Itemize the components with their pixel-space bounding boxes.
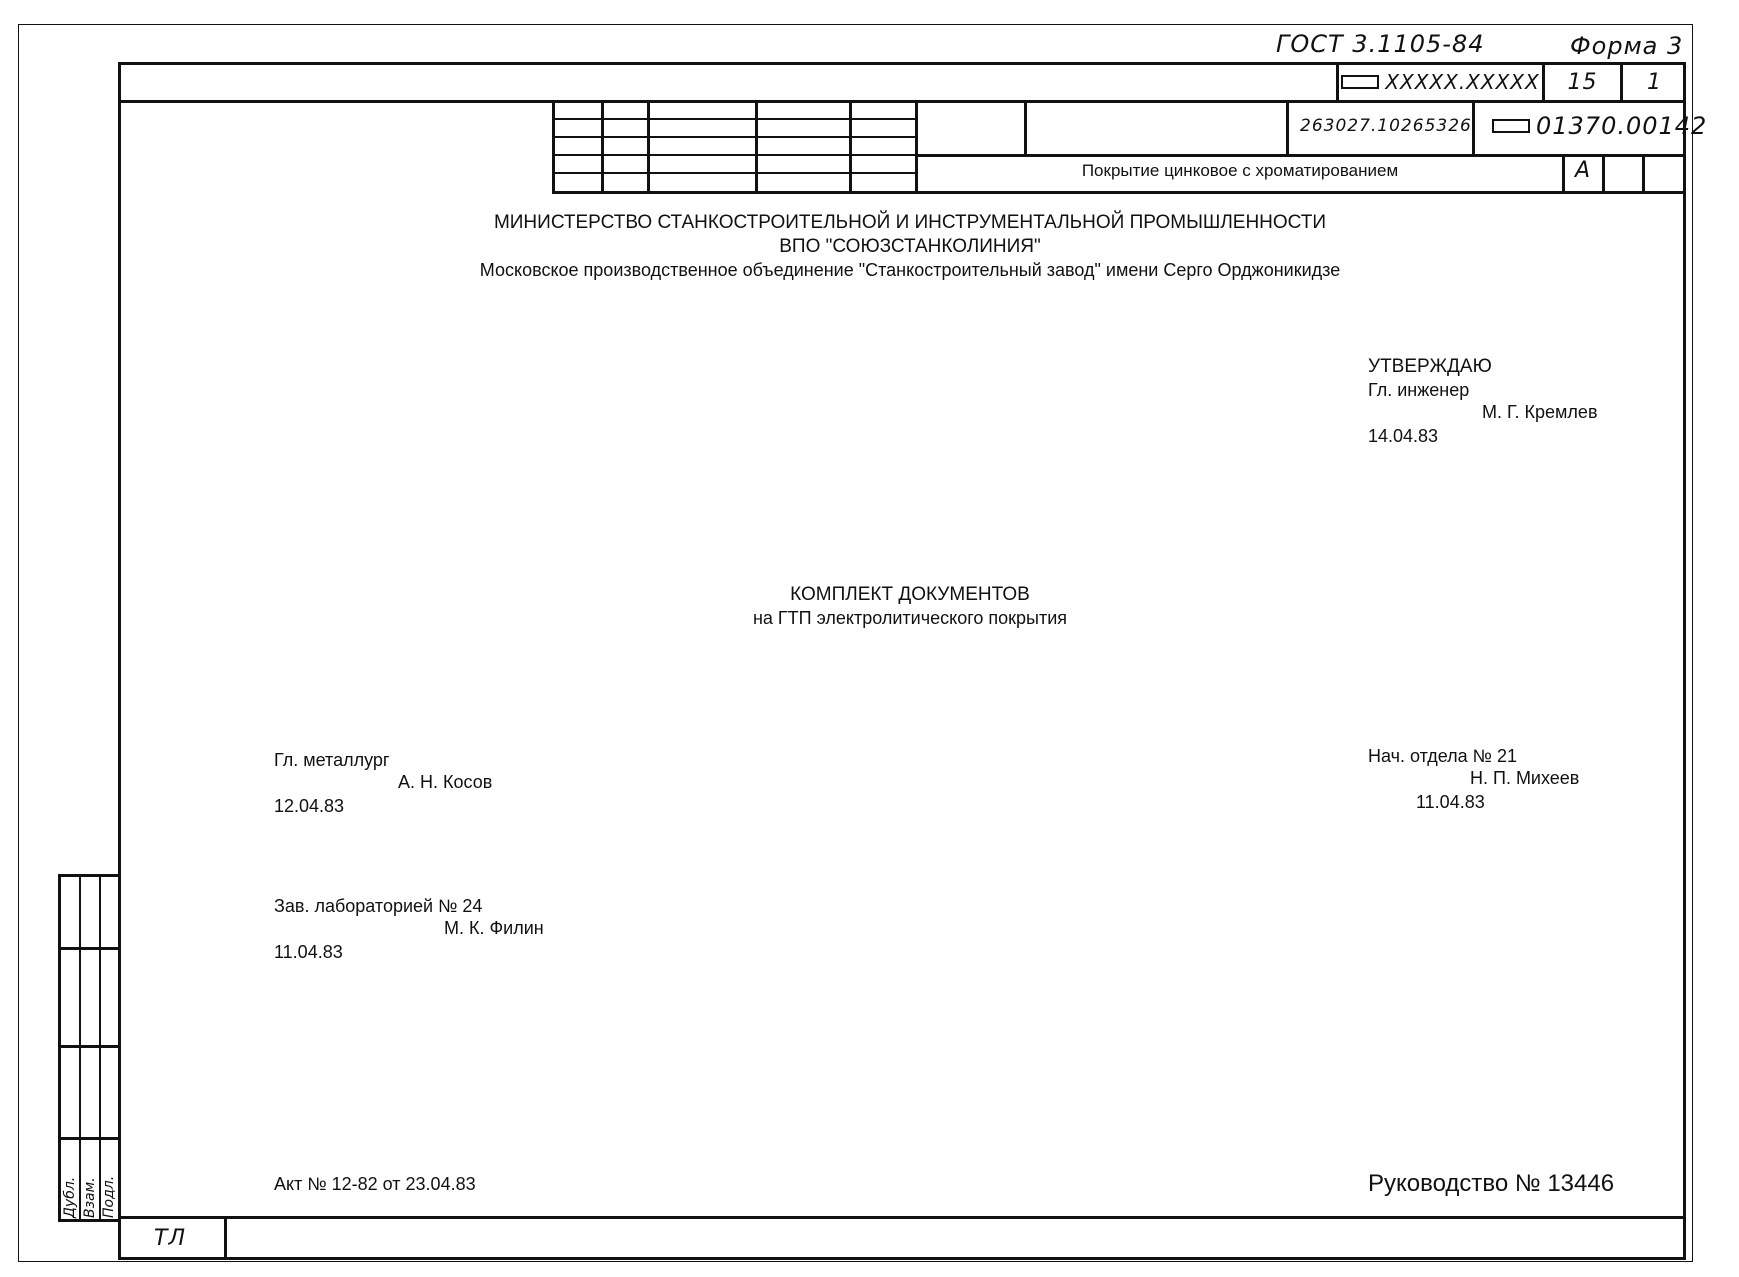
- act-number: Акт № 12-82 от 23.04.83: [274, 1174, 476, 1194]
- bottom-strip-top: [118, 1216, 1686, 1219]
- doc-type: ТЛ: [154, 1226, 186, 1251]
- sheet-number: 1: [1647, 69, 1662, 95]
- side-stamp: [58, 874, 121, 1222]
- side-podl: Подл.: [101, 1175, 117, 1218]
- dept-name: Н. П. Михеев: [1470, 768, 1580, 788]
- doc-code-big: 01370.00142: [1536, 112, 1708, 140]
- lab-date: 11.04.83: [274, 942, 343, 962]
- ministry: МИНИСТЕРСТВО СТАНКОСТРОИТЕЛЬНОЙ И ИНСТРУМЕНТАЛЬНОЙ ПРОМЫШЛЕННОСТИ: [493, 212, 1327, 233]
- dept-date: 11.04.83: [1416, 792, 1485, 812]
- dept-position: Нач. отдела № 21: [1368, 746, 1518, 766]
- approve-date: 14.04.83: [1368, 426, 1439, 446]
- vpo: ВПО "СОЮЗСТАНКОЛИНИЯ": [779, 236, 1041, 257]
- side-dubl: Дубл.: [62, 1176, 78, 1218]
- code-top-cell: [1336, 62, 1542, 102]
- metallurg-name: А. Н. Косов: [398, 772, 493, 792]
- rectangle-icon: [1492, 119, 1530, 133]
- code-top: XXXXX.XXXXX: [1385, 70, 1540, 94]
- sheets-total-cell: [1542, 62, 1620, 102]
- sheet-number-cell: [1620, 62, 1686, 102]
- guide-number: Руководство № 13446: [1368, 1170, 1615, 1197]
- lab-position: Зав. лабораторией № 24: [274, 896, 483, 916]
- lab-name: М. К. Филин: [444, 918, 544, 938]
- approve-title: УТВЕРЖДАЮ: [1368, 356, 1492, 377]
- header-grid: [552, 100, 918, 194]
- product-name: Покрытие цинковое с хроматированием: [1081, 161, 1399, 180]
- approve-position: Гл. инженер: [1368, 380, 1470, 400]
- approve-name: М. Г. Кремлев: [1482, 402, 1598, 422]
- rectangle-icon: [1341, 75, 1379, 89]
- letter: А: [1574, 158, 1592, 183]
- doc-code-big-cell: [1492, 112, 1707, 140]
- doc-code-small: 263027.10265326: [1300, 116, 1472, 136]
- document-subtitle: на ГТП электролитического покрытия: [752, 608, 1068, 628]
- metallurg-date: 12.04.83: [274, 796, 345, 816]
- document-title: КОМПЛЕКТ ДОКУМЕНТОВ: [790, 584, 1030, 605]
- sheets-total: 15: [1567, 69, 1598, 95]
- gost-label: ГОСТ 3.1105-84: [1276, 30, 1485, 58]
- side-vzam: Взам.: [82, 1177, 98, 1218]
- form-label: Форма 3: [1570, 32, 1684, 60]
- enterprise: Московское производственное объединение "Станкостроительный завод" имени Серго Орджоникидзе: [479, 260, 1341, 280]
- bottom-strip-divider: [224, 1216, 227, 1260]
- metallurg-position: Гл. металлург: [274, 750, 390, 770]
